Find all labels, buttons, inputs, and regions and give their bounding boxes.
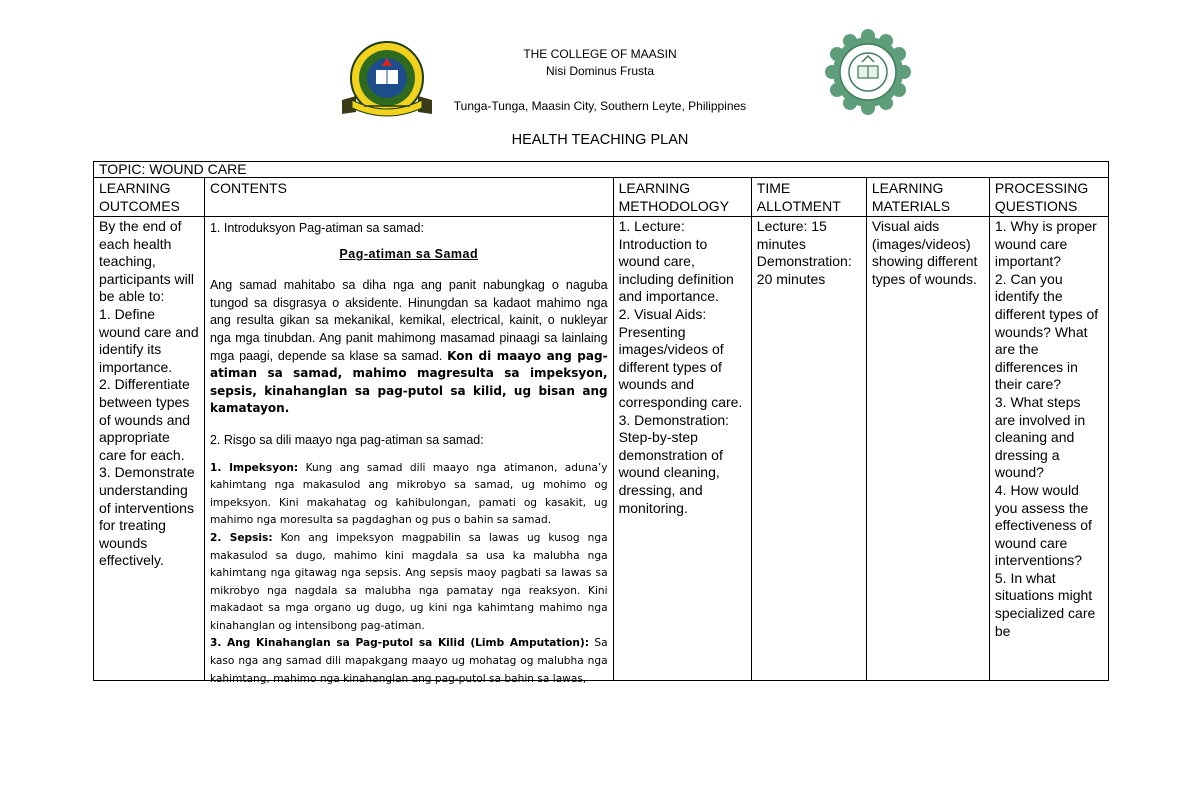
content-row: [94, 217, 1109, 681]
contents-paragraph: Ang samad mahitabo sa diha nga ang panit nabungkag o naguba tungod sa disgrasya o aksidente. Hinungdan sa kadaot mahimo nga ang resulta gikan sa mekanikal, kemikal, electrical, kainit, o nukleyar nga mga tinubdan. Ang panit mahimong masamad pinaagi sa lainlaing mga paagi, depende sa klase sa samad. Kon di maayo ang pag-atiman sa samad, mahimo magresulta sa impeksyon, sepsis, kinahanglan sa pag-putol sa kilid, ug bisan ang kamatayon.: [209, 278, 608, 416]
contents-intro: 1. Introduksyon Pag-atiman sa samad:: [209, 221, 424, 235]
risk-item: 2. Sepsis: Kon ang impeksyon magpabilin sa lawas ug kusog nga makasulod sa dugo, mahimo kini magdala sa usa ka malubha nga kahimtang nga gitawag nga sepsis. Ang sepsis maoy pagbati sa lawas sa mikrobyo nga nagdala sa malubha nga pamatay nga reaksyon. Kini makadaot sa mga organo ug dugo, ug kini nga kahimtang mahimo nga kinahanglan og intensibong pag-atiman.: [209, 531, 608, 632]
time-item: Demonstration: 20 minutes: [756, 253, 852, 287]
question-item: 1. Why is proper wound care important?: [994, 218, 1097, 270]
question-item: 3. What steps are involved in cleaning and dressing a wound?: [994, 393, 1086, 481]
header-questions: PROCESSING QUESTIONS: [989, 178, 1108, 217]
header-time: TIME ALLOTMENT: [751, 178, 866, 217]
methodology-item: 1. Lecture: Introduction to wound care, including definition and importance.: [618, 218, 734, 305]
question-item: 2. Can you identify the different types of wounds? What are the differences in their care?: [994, 270, 1099, 393]
college-rosette-logo: [826, 30, 910, 114]
outcome-item: 1. Define wound care and identify its importance.: [99, 305, 199, 375]
header-materials: LEARNING MATERIALS: [866, 178, 989, 217]
risk-item: 1. Impeksyon: Kung ang samad dili maayo nga atimanon, aduna’y kahimtang nga makasulod ang mikrobyo sa samad, ug mohimo og impeksyon. Kini makahatag og kahibulongan, pamati og kasakit, ug mahimo nga moresulta sa pagdaghan og pus o bahin sa samad.: [209, 461, 608, 527]
outcome-item: 3. Demonstrate understanding of interventions for treating wounds effectively.: [99, 464, 195, 569]
methodology-item: 3. Demonstration: Step-by-step demonstration of wound cleaning, dressing, and monitoring.: [618, 411, 730, 516]
outcomes-cell: [94, 217, 205, 681]
header-contents: CONTENTS: [204, 178, 613, 217]
college-address: Tunga-Tunga, Maasin City, Southern Leyte, Philippines: [453, 99, 747, 113]
teaching-plan-table: [93, 161, 1109, 685]
question-item: 5. In what situations might specialized care be: [994, 569, 1096, 639]
contents-paragraph-bold: Kon di maayo ang pag-atiman sa samad, mahimo magresulta sa impeksyon, sepsis, kinahanglan sa pag-putol sa kilid, ug bisan ang kamatayon.: [209, 348, 608, 416]
methodology-cell: [613, 217, 751, 681]
question-item: 4. How would you assess the effectiveness of wound care interventions?: [994, 481, 1092, 569]
time-cell: [751, 217, 866, 681]
contents-cell: [204, 217, 613, 685]
contents-heading: Pag-atiman sa Samad: [339, 246, 479, 261]
header-methodology: LEARNING METHODOLOGY: [613, 178, 751, 217]
outcome-item: 2. Differentiate between types of wounds and appropriate care for each.: [99, 376, 191, 463]
methodology-item: 2. Visual Aids: Presenting images/videos of different types of wounds and corresponding care.: [618, 305, 743, 410]
questions-cell: [989, 217, 1108, 681]
time-item: Lecture: 15 minutes: [756, 218, 827, 252]
topic-cell: [94, 162, 1109, 178]
header-outcomes: LEARNING OUTCOMES: [94, 178, 205, 217]
risk-item: 3. Ang Kinahanglan sa Pag-putol sa Kilid (Limb Amputation): Sa kaso nga ang samad dili mapakgang maayo ug mohatag og malubha nga kahimtang, mahimo nga kinahanglan ang pag-putol sa bahin sa lawas,: [209, 637, 608, 685]
materials-cell: [866, 217, 989, 681]
outcome-item: By the end of each health teaching, participants will be able to:: [99, 218, 194, 305]
topic-label: TOPIC: WOUND CARE: [99, 161, 247, 177]
college-motto: Nisi Dominus Frusta: [545, 64, 655, 78]
document-title: HEALTH TEACHING PLAN: [511, 132, 689, 148]
materials-text: Visual aids (images/videos) showing different types of wounds.: [871, 218, 978, 287]
column-header-row: [94, 178, 1109, 217]
college-name: THE COLLEGE OF MAASIN: [523, 47, 677, 61]
risks-heading: 2. Risgo sa dili maayo nga pag-atiman sa samad:: [209, 432, 484, 447]
